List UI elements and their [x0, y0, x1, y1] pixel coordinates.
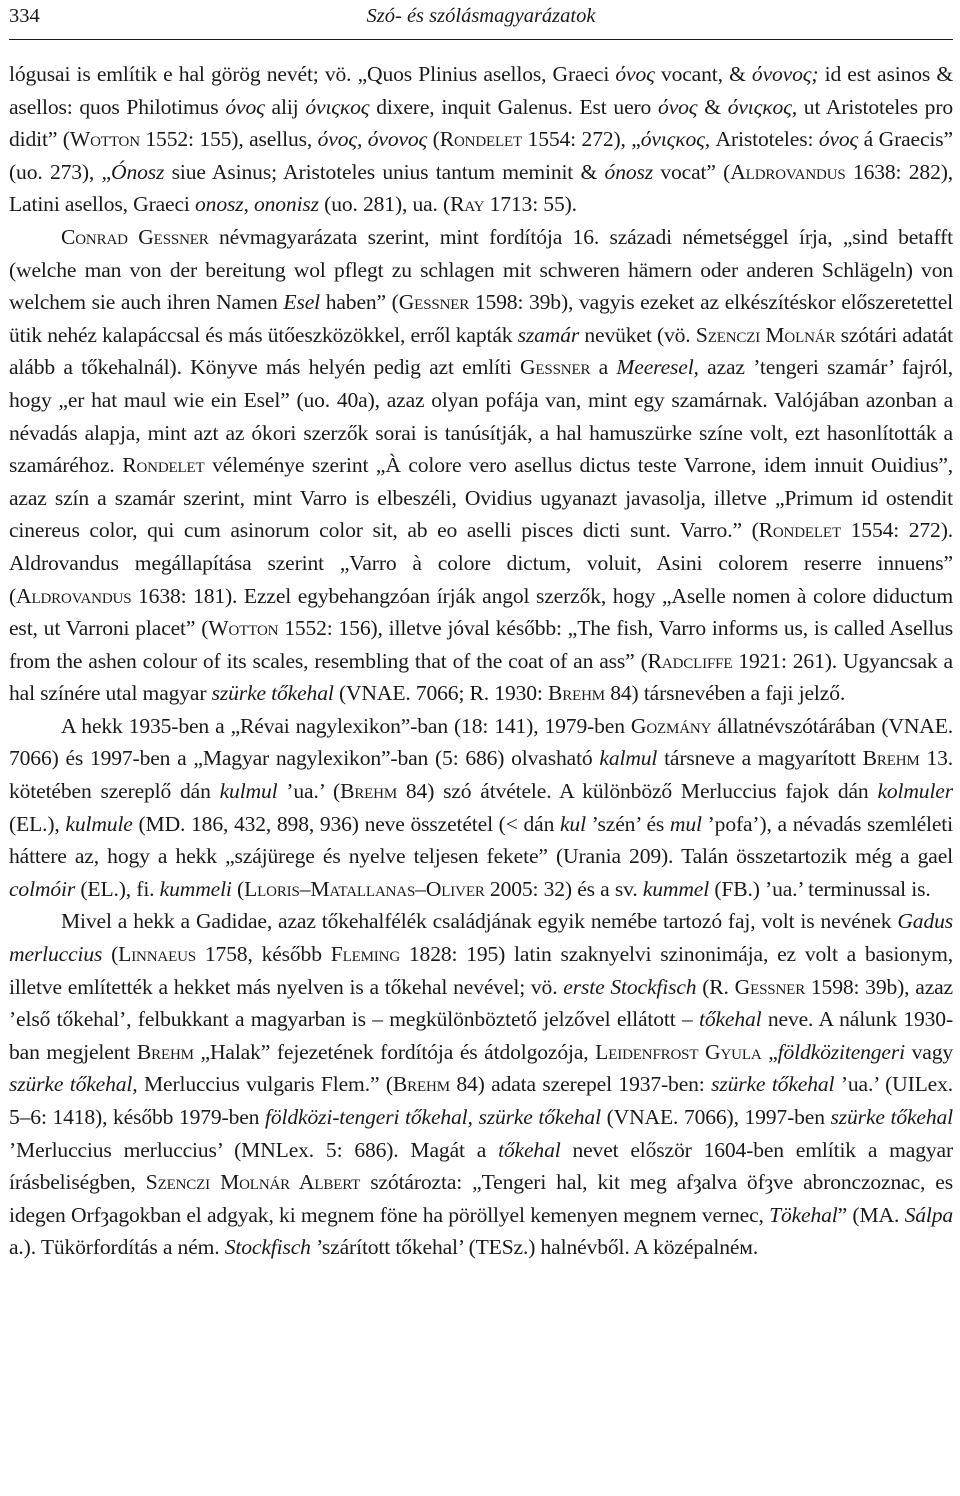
italic-run: όνιςκος, — [640, 127, 711, 152]
small-caps-run: Gessner — [734, 974, 806, 999]
text-run: (EL.), — [9, 811, 66, 836]
italic-run: onosz, ononisz — [195, 192, 319, 217]
text-run: 1828: 195) latin szaknyelvi szinonimája, ez volt a basionym, illetve említették a hekket más nyelven is a tőkehal nevével; vö. — [9, 942, 954, 999]
text-run: 84) társnevében a faji jelző. — [604, 681, 846, 706]
small-caps-run: Ray — [450, 192, 485, 217]
italic-run: mul — [669, 811, 702, 836]
text-run: társneve a magyarított — [657, 746, 863, 771]
text-run: ” (MA. — [837, 1202, 905, 1227]
small-caps-run: Rondelet — [758, 518, 841, 543]
small-caps-run: Gessner — [398, 290, 470, 315]
text-run: Merluccius vulgaris Flem.” ( — [137, 1072, 393, 1097]
small-caps-run: Wotton — [69, 127, 140, 152]
paragraph-4 — [9, 905, 953, 1264]
italic-run: szürke tőkehal, — [9, 1072, 138, 1097]
text-run: á Graecis” (uo. 273), „ — [9, 127, 953, 184]
italic-run: erste Stockfisch — [563, 974, 697, 999]
small-caps-run: Linnaeus — [118, 942, 196, 967]
italic-run: όνονος; — [751, 62, 819, 86]
header-rule — [9, 39, 953, 40]
text-run: (FB.) ’ua.’ terminussal is. — [709, 876, 931, 901]
italic-run: όνιςκος — [305, 94, 370, 119]
italic-run: szürke tőkehal — [830, 1105, 953, 1129]
text-run: 1758, később — [196, 942, 331, 967]
small-caps-run: Szenczi Molnár Albert — [145, 1170, 361, 1195]
italic-run: tőkehal — [699, 1007, 762, 1032]
italic-run: Sálpa — [904, 1202, 953, 1227]
italic-run: tőkehal — [498, 1137, 561, 1162]
text-run: 1921: 261). Ugyancsak a hal színére utal magyar — [9, 648, 953, 706]
small-caps-run: Gozmány — [630, 713, 712, 738]
text-run: vocant, & — [654, 62, 752, 86]
running-title: Szó- és szólásmagyarázatok — [366, 5, 596, 27]
italic-run: όνιςκος, — [727, 94, 797, 119]
text-run: (R. — [696, 974, 735, 999]
small-caps-run: Conrad Gessner — [61, 224, 209, 249]
text-run: szótári adatát alább a tőkehalnál). Könyve más helyén pedig azt említi — [9, 322, 954, 380]
italic-run: kalmul — [599, 746, 658, 771]
text-run: haben” ( — [320, 290, 399, 315]
text-run: azaz ’tengeri szamár’ fajról, hogy „er hat maul wie ein Esel” (uo. 40a), azaz olyan pofája van, mint egy szamárnak. Valójában azonban a névadás alapja, mint azt az ókori szerzők sorai is tanúsítják, a hal hamuszürke színe volt, ezt hasonlították a szamáréhoz. — [9, 355, 953, 478]
small-caps-run: Rondelet — [439, 127, 523, 152]
text-run: nevet először 1604-ben említik a magyar írásbeliségben, — [9, 1137, 953, 1195]
text-run: 1713: 55). — [484, 192, 577, 217]
italic-run: Gadus merluccius — [9, 909, 953, 967]
italic-run: szamár — [517, 322, 580, 347]
italic-run: Ónosz — [111, 159, 165, 184]
text-run: ut Aristoteles pro didit” ( — [9, 94, 954, 152]
text-run: „ — [761, 1039, 778, 1064]
text-run: a — [590, 355, 617, 380]
text-run: 1554: 272), „ — [522, 127, 641, 152]
italic-run: kulmul — [219, 779, 278, 804]
small-caps-run: Szenczi Molnár — [695, 322, 836, 347]
text-run: (MD. 186, 432, 898, 936) neve összetétel (< dán — [132, 811, 560, 836]
text-run: (VNAE. 7066; R. 1930: — [333, 681, 548, 706]
text-run: ( — [231, 876, 245, 901]
italic-run: ónosz — [604, 159, 653, 184]
italic-run: kolmuler — [877, 779, 953, 804]
text-run: 1598: 39b), azaz ’első tőkehal’, felbukkant a magyarban is – megkülönböztető jelzővel ellátott – — [9, 974, 953, 1032]
text-run: dixere, inquit Galenus. Est uero — [369, 94, 659, 119]
page-number: 334 — [9, 5, 40, 27]
italic-run: όνος — [225, 94, 265, 119]
text-run: (uo. 281), ua. ( — [318, 192, 451, 217]
text-run: A hekk 1935-ben a „Révai nagylexikon”-ban (18: 141), 1979-ben — [61, 713, 631, 738]
text-run: vagy — [904, 1039, 954, 1064]
text-run: lógusai is említik e hal görög nevét; vö. „Quos Plinius asellos, Graeci — [9, 62, 616, 86]
text-run: 1638: 181). Ezzel egybehangzóan írják angol szerzők, hogy „Aselle nomen à colore diductum est, ut Varroni placet” ( — [9, 583, 953, 641]
small-caps-run: Brehm — [862, 746, 920, 771]
italic-run: όνος, όνονος — [317, 127, 428, 152]
italic-run: földközi-tengeri tőkehal, szürke tőkehal — [265, 1105, 601, 1129]
small-caps-run: Leidenfrost Gyula — [595, 1039, 762, 1064]
italic-run: kulmule — [65, 811, 133, 836]
text-run: állatnévszótárában (VNAE. 7066) és 1997-ben a „Magyar nagylexikon”-ban (5: 686) olvasható — [9, 713, 953, 771]
text-run: ( — [102, 942, 119, 967]
text-run: véleménye szerint „À colore vero asellus dictus teste Varrone, idem innuit Ouidius”, azaz szín a szamár szerint, mint Varro is elbeszéli, Ovidius ugyanazt javasolja, illetve „Primum id ostendit cinereus color, qui cum asinorum color sit, ab eo aselli pisces dicti sunt. Varro.” ( — [9, 453, 954, 543]
text-run: ( — [427, 127, 440, 152]
text-run: & — [697, 94, 728, 119]
page-header — [9, 0, 953, 32]
small-caps-run: Brehm — [547, 681, 605, 706]
text-run: a.). Tükörfordítás a ném. — [9, 1235, 225, 1260]
text-run: alij — [264, 94, 306, 119]
italic-run: földközitengeri — [777, 1039, 905, 1064]
text-run: ’ua.’ ( — [277, 779, 341, 804]
text-run: id est asinos & asellos: quos Philotimus — [9, 62, 953, 119]
italic-run: kummel — [642, 876, 710, 901]
italic-run: όνος — [818, 127, 859, 152]
italic-run: kul — [559, 811, 586, 836]
text-run: ’ua.’ (UILex. 5–6: 1418), később 1979-ben — [9, 1072, 953, 1129]
text-run: szótározta: „Tengeri hal, kit meg afȝalva öfȝve abronczoznac, es idegen Orfȝagokban el adgyak, ki megnem föne ha pöröllyel kemenyen megnem vernec, — [9, 1170, 953, 1227]
small-caps-run: Fleming — [330, 942, 401, 967]
paragraph-3 — [9, 710, 953, 906]
small-caps-run: Aldrovandus — [16, 583, 132, 608]
text-run: 1598: 39b), vagyis ezeket az elkészítéskor előszeretettel ütik nehéz kalapáccsal és más ütőeszközökkel, erről kapták — [9, 290, 953, 347]
body-text — [9, 58, 953, 1264]
small-caps-run: Radcliffe — [647, 648, 733, 673]
text-run: vocat” ( — [653, 159, 731, 184]
text-run: névmagyarázata szerint, mint fordítója 16. századi németséggel írja, „sind betafft (welche man von der bereitung wol pflegt zu schlagen mit schweren hämern oder anderen Schlägeln) von welchem sie auch ihren Namen — [9, 224, 954, 315]
text-run: ’szárított tőkehal’ (TESz.) halnévből. A középalnéм. — [310, 1235, 759, 1260]
text-run: 1552: 155), asellus, — [139, 127, 318, 152]
text-run: siue Asinus; Aristoteles unius tantum meminit & — [164, 159, 605, 184]
text-run: neve. A nálunk 1930-ban megjelent — [9, 1007, 953, 1064]
small-caps-run: Brehm — [392, 1072, 450, 1097]
small-caps-run: Gessner — [519, 355, 591, 380]
italic-run: colmóir — [9, 876, 76, 901]
italic-run: Meeresel, — [616, 355, 699, 380]
italic-run: Stockfisch — [224, 1235, 311, 1260]
text-run: (EL.), fi. — [75, 876, 160, 901]
text-run: 1552: 156), illetve jóval később: „The fish, Varro informs us, is called Asellus from the ashen colour of its scales, resembling that of the coat of an ass” ( — [9, 616, 953, 673]
text-run: 1554: 272). Aldrovandus megállapítása szerint „Varro à colore dictum, voluit, Asini colorem reserre innuens” ( — [9, 518, 953, 608]
text-run: 2005: 32) és a sv. — [484, 876, 643, 901]
small-caps-run: Wotton — [208, 616, 279, 641]
italic-run: Esel — [283, 290, 320, 315]
italic-run: όνος — [658, 94, 698, 119]
text-run: Mivel a hekk a Gadidae, azaz tőkehalfélék családjának egyik nemébe tartozó faj, volt is nevének — [61, 909, 898, 934]
text-run: ’Merluccius merluccius’ (MNLex. 5: 686). Magát a — [9, 1137, 499, 1162]
italic-run: Tökehal — [769, 1202, 838, 1227]
small-caps-run: Brehm — [340, 779, 398, 804]
text-run: 84) szó átvétele. A különböző Merluccius fajok dán — [397, 779, 878, 804]
text-run: 13. kötetében szereplő dán — [9, 746, 953, 804]
paragraph-1 — [9, 58, 953, 221]
text-run: nevüket (vö. — [579, 322, 696, 347]
small-caps-run: Brehm — [136, 1039, 194, 1064]
small-caps-run: Aldrovandus — [730, 159, 846, 184]
small-caps-run: Lloris–Matallanas–Oliver — [244, 876, 485, 901]
text-run: Aristoteles: — [710, 127, 819, 152]
text-run: (VNAE. 7066), 1997-ben — [600, 1105, 831, 1129]
text-run: 1638: 282), Latini asellos, Graeci — [9, 159, 954, 217]
text-run: 84) adata szerepel 1937-ben: — [449, 1072, 712, 1097]
italic-run: szürke tőkehal — [211, 681, 334, 706]
italic-run: kummeli — [159, 876, 232, 901]
small-caps-run: Rondelet — [122, 453, 205, 478]
italic-run: όνος — [615, 62, 655, 86]
text-run: „Halak” fejezetének fordítója és átdolgozója, — [193, 1039, 596, 1064]
text-run: ’pofa’), a névadás szemléleti háttere az, hogy a hekk „szájürege és nyelve teljesen fekete” (Urania 209). Talán összetartozik még a gael — [9, 811, 953, 869]
text-run: ’szén’ és — [585, 811, 670, 836]
italic-run: szürke tőkehal — [711, 1072, 835, 1097]
paragraph-2 — [9, 221, 953, 710]
